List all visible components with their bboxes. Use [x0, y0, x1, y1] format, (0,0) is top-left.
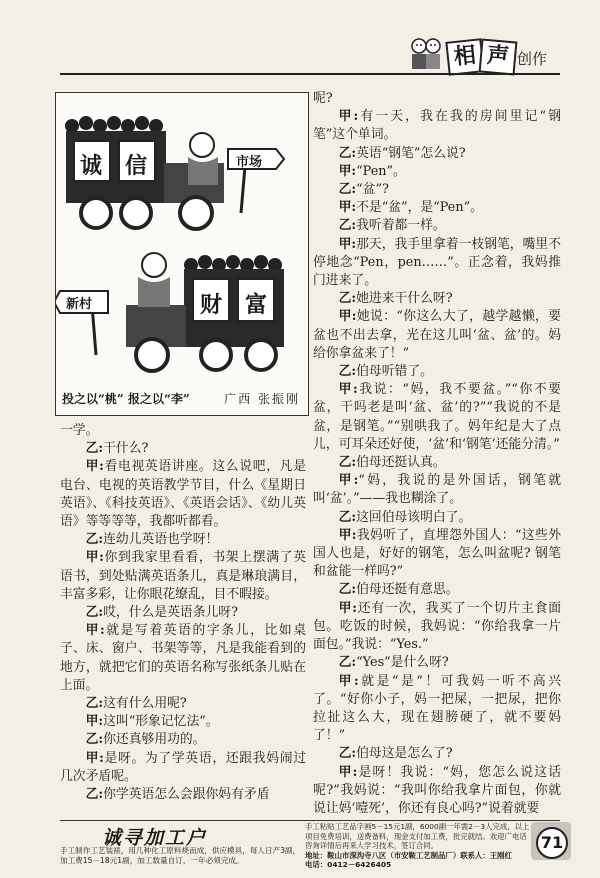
dialogue-line: [313, 145, 561, 163]
speaker-label: 乙:: [338, 364, 357, 380]
speaker-label: 乙:: [338, 145, 357, 161]
dialogue-text: 呢?: [313, 91, 333, 106]
speaker-label: 乙:: [338, 582, 357, 598]
dialogue-text: “Pen”。: [356, 163, 406, 179]
speaker-label: 乙:: [85, 605, 104, 621]
dialogue-text: 有一天，我在我的房间里记“钢笔”这个单词。: [313, 109, 561, 143]
speaker-label: 甲:: [85, 459, 104, 475]
dialogue-line: [313, 290, 561, 308]
speaker-label: 甲:: [338, 764, 358, 780]
dialogue-text: 伯母还挺有意思。: [356, 582, 459, 598]
speaker-label: 甲:: [338, 200, 357, 216]
dialogue-line: [60, 549, 306, 604]
cartoon-drawing: [56, 93, 308, 415]
dialogue-text: 一学。: [60, 423, 99, 438]
truck2-word-2: 富: [245, 292, 268, 318]
dialogue-text: 伯母听错了。: [356, 364, 433, 380]
dialogue-text: 她进来干什么呀?: [356, 291, 453, 307]
dialogue-text: 这回伯母该明白了。: [356, 509, 472, 525]
dialogue-line: [313, 581, 561, 599]
truck2-word-1: 财: [200, 292, 223, 318]
cartoon-illustration: [55, 92, 309, 416]
dialogue-line: [313, 745, 561, 763]
speaker-label: 乙:: [338, 509, 357, 525]
speaker-label: 甲:: [338, 527, 357, 543]
dialogue-line: [60, 695, 306, 713]
speaker-label: 甲:: [85, 714, 104, 730]
dialogue-line: [60, 750, 306, 786]
dialogue-line: [313, 654, 561, 672]
dialogue-line: [60, 604, 306, 622]
dialogue-text: 伯母这是怎么了?: [356, 746, 453, 762]
speaker-label: 甲:: [85, 750, 104, 766]
dialogue-line: [313, 600, 561, 655]
caption-title: 投之以“桃” 报之以“李”: [62, 392, 190, 406]
speaker-label: 甲:: [338, 382, 358, 398]
dialogue-line: [313, 527, 561, 582]
speaker-label: 乙:: [338, 746, 357, 762]
dialogue-text: 我妈听了，直埋怨外国人：“这些外国人也是，好好的钢笔，怎么叫盆呢? 钢笔和盆能一样吗?”: [313, 527, 561, 580]
dialogue-line: [60, 531, 306, 549]
text-column-left: [60, 422, 306, 804]
dialogue-text: 那天，我手里拿着一枝钢笔，嘴里不停地念“Pen，pen……”。正念着，我妈推门进来了。: [313, 236, 561, 289]
speaker-label: 乙:: [85, 441, 104, 457]
dialogue-line: [313, 673, 561, 746]
dialogue-line: [60, 422, 306, 440]
dialogue-text: 还有一次，我买了一个切片主食面包。吃饭的时候，我妈说：“你给我拿一片面包。”我说：“Yes.”: [313, 600, 562, 653]
dialogue-text: 这有什么用呢?: [103, 696, 187, 712]
dialogue-text: 就是写着英语的字条儿，比如桌子、床、窗户、书架等等，凡是我能看到的地方，就把它们的英语名称写张纸条儿贴在上面。: [60, 623, 306, 693]
dialogue-line: [313, 236, 561, 291]
dialogue-text: 是呀。为了学英语，还跟我妈闹过几次矛盾呢。: [60, 750, 307, 784]
speaker-label: 乙:: [85, 696, 104, 712]
speaker-label: 甲:: [338, 109, 359, 125]
dialogue-line: [313, 217, 561, 235]
speaker-label: 乙:: [338, 218, 357, 234]
header-rule: [60, 73, 560, 75]
speaker-label: 甲:: [85, 550, 104, 566]
dialogue-line: [60, 786, 306, 804]
ad-left-text: 手工制作工艺装裱，用几种化工原料烧而成，供应模具，每人日产3副，加工费15－18元1副，加工数量自订，一年必须完成。: [60, 846, 301, 865]
speaker-label: 乙:: [85, 732, 104, 748]
dialogue-text: 干什么?: [103, 441, 149, 457]
dialogue-line: [313, 363, 561, 381]
section-char-1: 相: [445, 38, 484, 76]
text-column-right: [313, 90, 561, 818]
speaker-label: 甲:: [338, 673, 359, 689]
speaker-label: 甲:: [85, 623, 105, 639]
dialogue-text: “Yes”是什么呀?: [356, 655, 449, 671]
dialogue-text: 你还真够用功的。: [103, 732, 206, 748]
dialogue-line: [60, 713, 306, 731]
footer-rule: [60, 820, 560, 821]
speaker-label: 乙:: [338, 455, 357, 471]
dialogue-text: 看电视英语讲座。这么说吧，凡是电台、电视的英语教学节目，什么《星期日英语》、《科技英语》、《英语会话》、《幼儿英语》等等等等，我都听都看。: [60, 459, 307, 530]
dialogue-text: 我听着都一样。: [356, 218, 446, 234]
speaker-label: 甲:: [338, 163, 357, 179]
dialogue-line: [60, 731, 306, 749]
dialogue-line: [313, 199, 561, 217]
ad-right-block: [305, 822, 530, 870]
speaker-label: 乙:: [338, 182, 357, 198]
dialogue-text: 哎，什么是英语条儿呀?: [103, 605, 238, 621]
speaker-label: 乙:: [338, 655, 357, 671]
dialogue-line: [313, 90, 561, 108]
dialogue-line: [313, 454, 561, 472]
ad-right-text: 手工粘贴工艺品字画5－15元1副，6000副一年需2－3人完成，以上项目免费培训，送费备料，现金支付加工费，批完就结。欢迎广电话咨询详情后再来人学习技术，签订合同。: [305, 822, 530, 851]
section-badge: [407, 30, 547, 75]
dialogue-text: 这叫“形象记忆法”。: [103, 714, 219, 730]
speaker-label: 甲:: [338, 309, 357, 325]
speaker-label: 甲:: [338, 473, 359, 489]
dialogue-line: [313, 764, 561, 819]
ad-phone: 电话：0412－6426405: [305, 860, 392, 870]
dialogue-line: [313, 509, 561, 527]
dialogue-text: 伯母还挺认真。: [356, 455, 446, 471]
dialogue-line: [60, 622, 306, 695]
dialogue-line: [313, 472, 561, 508]
speaker-label: 乙:: [338, 291, 357, 307]
dialogue-text: 英语“钢笔”怎么说?: [356, 145, 466, 161]
dialogue-line: [60, 458, 306, 531]
dialogue-text: “盆”?: [356, 182, 389, 198]
speaker-label: 甲:: [338, 600, 357, 616]
section-char-2: 声: [479, 38, 518, 75]
dialogue-text: 她说：“你这么大了，越学越懒，要盆也不出去拿，光在这儿叫‘盆、盆’的。妈给你拿盆来了！”: [313, 309, 561, 361]
dialogue-text: 你到我家里看看，书架上摆满了英语书，到处贴满英语条儿，真是琳琅满目，丰富多彩，让你眼花缭乱，目不暇接。: [60, 550, 307, 602]
page-number: 71: [536, 827, 568, 859]
ad-address: 地址：鞍山市深沟寺八区（市安鞍工艺制品厂）联系人：王刚红: [305, 850, 512, 860]
dialogue-line: [313, 163, 561, 181]
dialogue-text: 连幼儿英语也学呀！: [103, 532, 219, 548]
speaker-label: 乙:: [85, 787, 104, 803]
dialogue-line: [313, 308, 561, 363]
dialogue-text: 就是“是”！可我妈一听不高兴了。“好你小子，妈一把屎，一把尿，把你拉扯这么大，现在翅膀硬了，就不要妈了！”: [313, 673, 561, 744]
dialogue-text: 我说：“妈，我不要盆。”“你不要盆，干吗老是叫‘盆、盆’的?”“我说的不是盆，是钢笔。”“别哄我了。妈年纪是大了点儿，可耳朵还好使，‘盆’和‘钢笔’还能分清。”: [313, 382, 561, 452]
dialogue-line: [60, 440, 306, 458]
sign-village: 新村: [66, 297, 93, 312]
dialogue-line: [313, 381, 561, 454]
dialogue-line: [313, 108, 561, 144]
dialogue-text: “妈，我说的是外国话，钢笔就叫‘盆’。”——我也糊涂了。: [313, 473, 561, 507]
truck1-word-1: 诚: [80, 153, 103, 179]
dialogue-line: [313, 181, 561, 199]
truck1-word-2: 信: [125, 153, 148, 179]
dialogue-text: 你学英语怎么会跟你妈有矛盾: [103, 787, 270, 803]
section-subtitle: 创作: [517, 50, 548, 68]
performers-icon: [407, 34, 445, 72]
cartoon-caption: [62, 390, 302, 407]
dialogue-text: 是呀！我说：“妈，您怎么说这话呢?”我妈说：“我叫你给我拿片面包，你就说让妈‘噎死’，你还有良心吗?”说着就要: [313, 764, 562, 816]
ad-title: 诚寻加工户: [102, 827, 208, 849]
cartoon-author: 广西 张振刚: [224, 392, 300, 406]
dialogue-text: 不是“盆”，是“Pen”。: [356, 200, 483, 216]
speaker-label: 甲:: [338, 236, 357, 252]
speaker-label: 乙:: [85, 532, 104, 548]
sign-market: 市场: [236, 155, 263, 170]
